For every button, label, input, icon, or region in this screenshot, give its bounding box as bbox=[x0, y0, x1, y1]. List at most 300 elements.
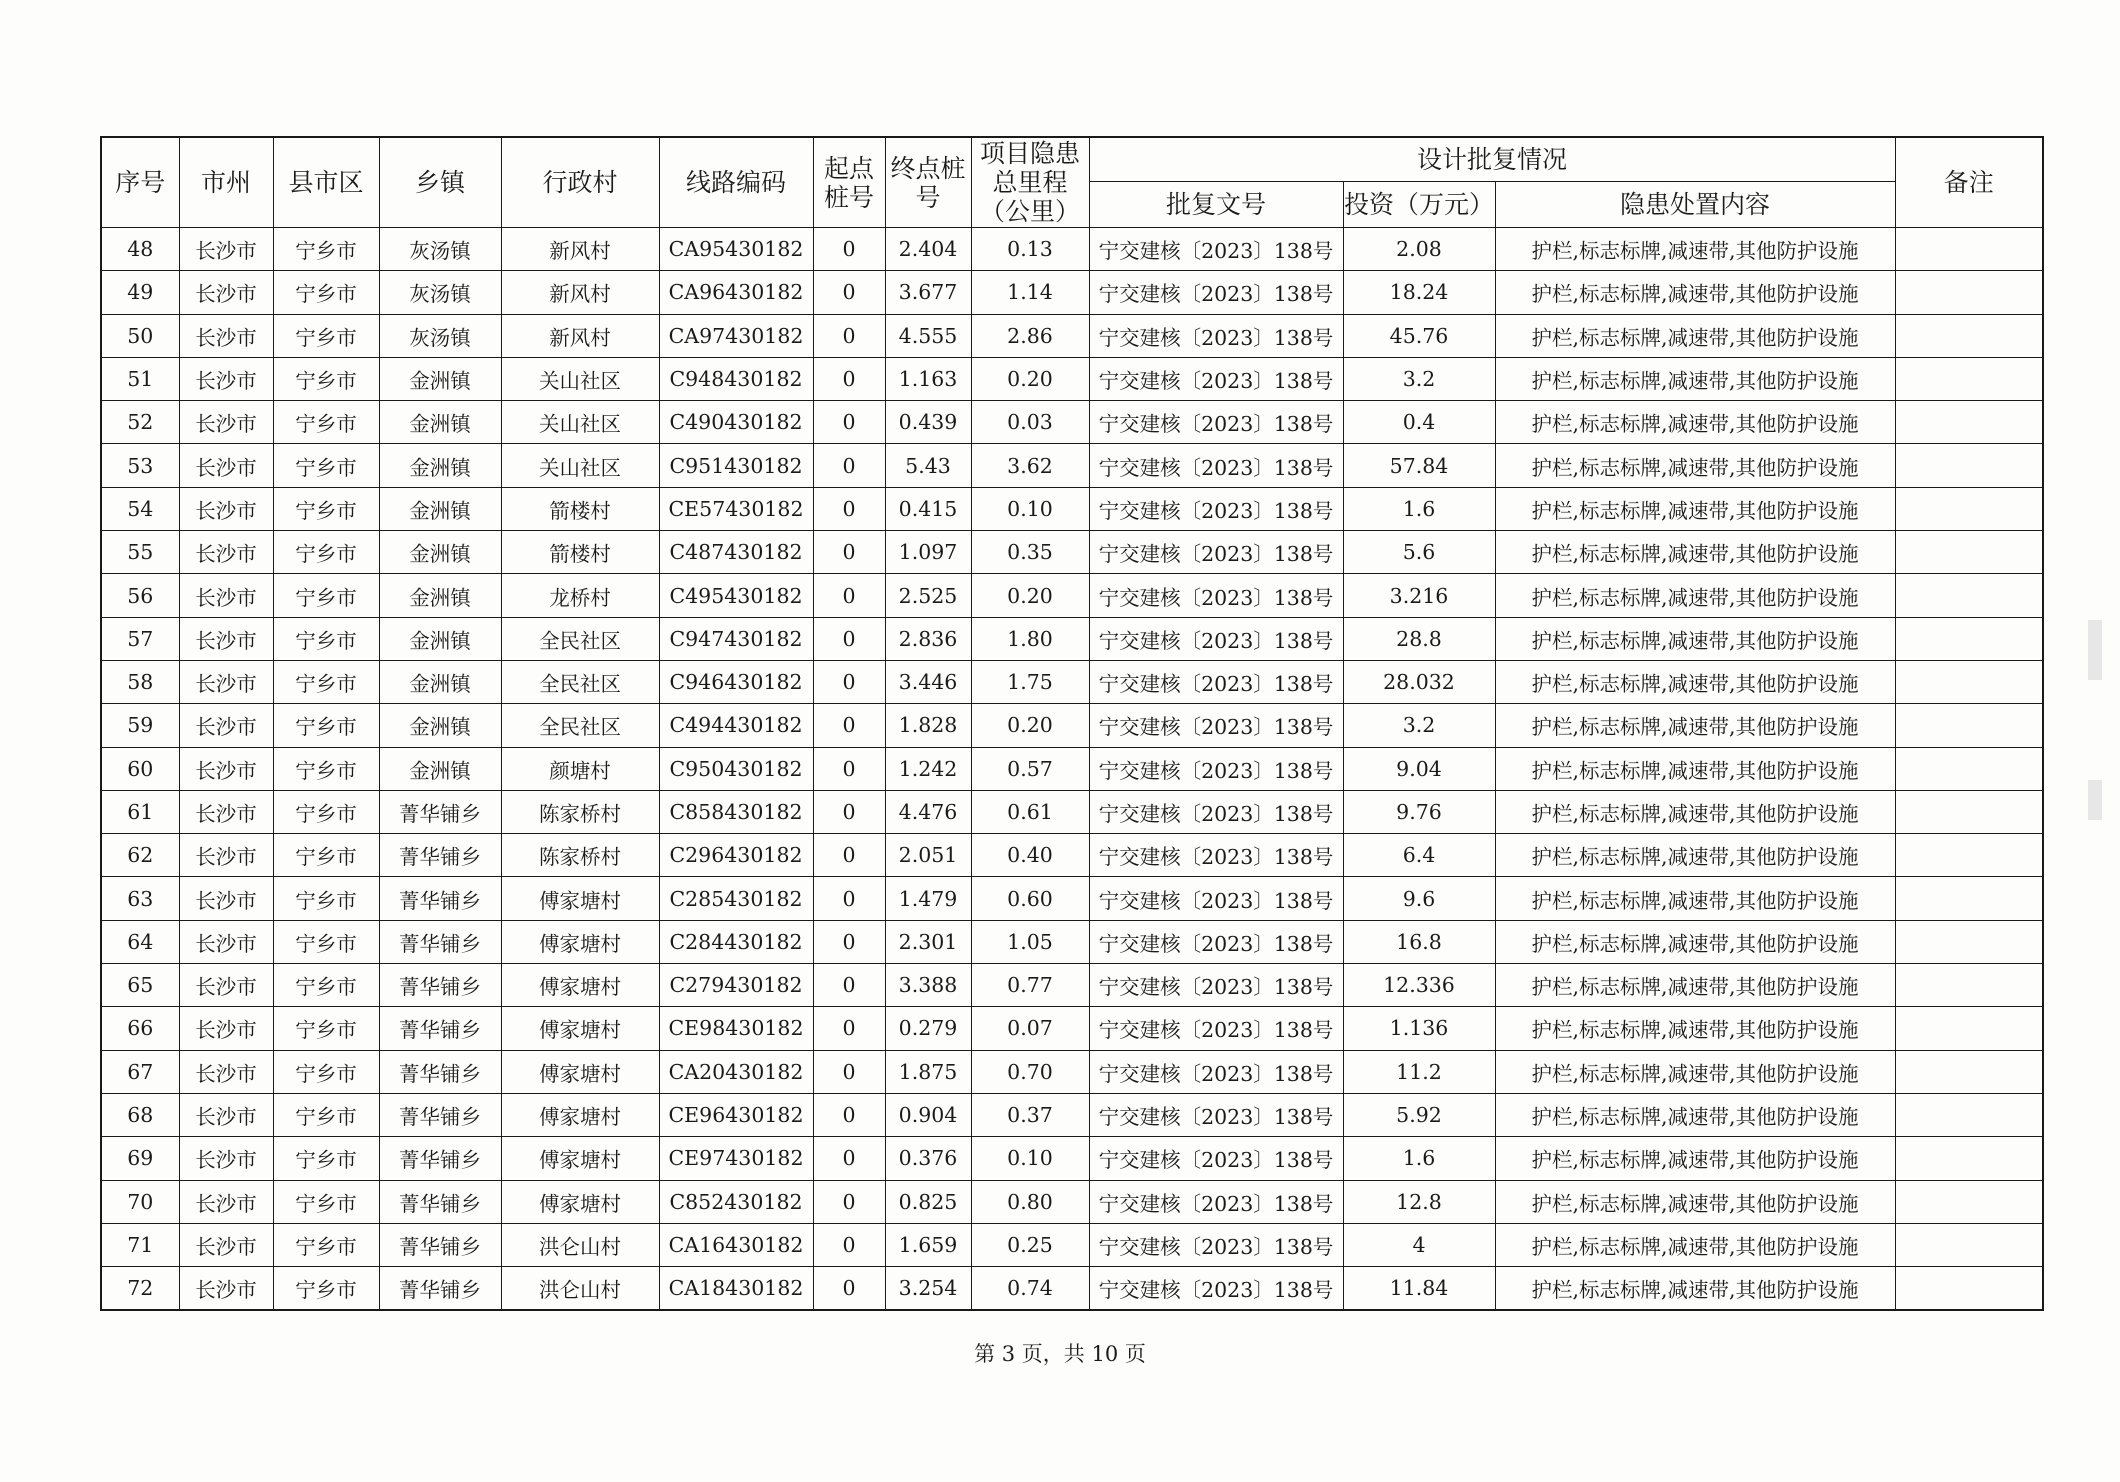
cell-approval-doc: 宁交建核〔2023〕138号 bbox=[1089, 1267, 1343, 1311]
page-number: 第 3 页，共 10 页 bbox=[974, 1342, 1146, 1366]
cell-start-pile: 0 bbox=[813, 228, 885, 271]
cell-county: 宁乡市 bbox=[273, 920, 379, 963]
cell-county: 宁乡市 bbox=[273, 834, 379, 877]
cell-start-pile: 0 bbox=[813, 877, 885, 920]
cell-county: 宁乡市 bbox=[273, 1007, 379, 1050]
cell-city: 长沙市 bbox=[179, 1180, 273, 1223]
cell-county: 宁乡市 bbox=[273, 1093, 379, 1136]
cell-town: 金洲镇 bbox=[379, 617, 501, 660]
cell-treatment: 护栏,标志标牌,减速带,其他防护设施 bbox=[1495, 574, 1895, 617]
cell-city: 长沙市 bbox=[179, 964, 273, 1007]
cell-county: 宁乡市 bbox=[273, 877, 379, 920]
cell-investment: 2.08 bbox=[1343, 228, 1495, 271]
cell-end-pile: 0.825 bbox=[885, 1180, 971, 1223]
cell-county: 宁乡市 bbox=[273, 1137, 379, 1180]
cell-investment: 9.6 bbox=[1343, 877, 1495, 920]
cell-mileage: 0.77 bbox=[971, 964, 1089, 1007]
cell-mileage: 0.60 bbox=[971, 877, 1089, 920]
cell-village: 全民社区 bbox=[501, 704, 659, 747]
cell-remark bbox=[1895, 444, 2043, 487]
cell-investment: 9.04 bbox=[1343, 747, 1495, 790]
cell-treatment: 护栏,标志标牌,减速带,其他防护设施 bbox=[1495, 444, 1895, 487]
cell-investment: 12.336 bbox=[1343, 964, 1495, 1007]
cell-town: 金洲镇 bbox=[379, 704, 501, 747]
cell-mileage: 0.35 bbox=[971, 531, 1089, 574]
cell-start-pile: 0 bbox=[813, 401, 885, 444]
table-row bbox=[101, 401, 2043, 444]
cell-remark bbox=[1895, 964, 2043, 1007]
cell-start-pile: 0 bbox=[813, 1267, 885, 1311]
cell-route-code: C284430182 bbox=[659, 920, 813, 963]
cell-end-pile: 4.555 bbox=[885, 314, 971, 357]
cell-end-pile: 2.301 bbox=[885, 920, 971, 963]
cell-no: 53 bbox=[101, 444, 179, 487]
table-row bbox=[101, 704, 2043, 747]
cell-start-pile: 0 bbox=[813, 531, 885, 574]
cell-investment: 12.8 bbox=[1343, 1180, 1495, 1223]
cell-town: 金洲镇 bbox=[379, 357, 501, 400]
cell-start-pile: 0 bbox=[813, 1180, 885, 1223]
cell-approval-doc: 宁交建核〔2023〕138号 bbox=[1089, 747, 1343, 790]
cell-town: 金洲镇 bbox=[379, 444, 501, 487]
cell-county: 宁乡市 bbox=[273, 444, 379, 487]
cell-city: 长沙市 bbox=[179, 531, 273, 574]
cell-city: 长沙市 bbox=[179, 1137, 273, 1180]
cell-investment: 3.216 bbox=[1343, 574, 1495, 617]
cell-county: 宁乡市 bbox=[273, 228, 379, 271]
cell-end-pile: 0.376 bbox=[885, 1137, 971, 1180]
cell-route-code: C950430182 bbox=[659, 747, 813, 790]
cell-town: 灰汤镇 bbox=[379, 228, 501, 271]
cell-county: 宁乡市 bbox=[273, 1267, 379, 1311]
header-treatment: 隐患处置内容 bbox=[1495, 182, 1895, 228]
cell-no: 48 bbox=[101, 228, 179, 271]
cell-remark bbox=[1895, 1050, 2043, 1093]
cell-city: 长沙市 bbox=[179, 228, 273, 271]
table-row bbox=[101, 487, 2043, 530]
cell-start-pile: 0 bbox=[813, 1223, 885, 1266]
cell-no: 67 bbox=[101, 1050, 179, 1093]
cell-approval-doc: 宁交建核〔2023〕138号 bbox=[1089, 877, 1343, 920]
cell-village: 全民社区 bbox=[501, 660, 659, 703]
cell-route-code: CE96430182 bbox=[659, 1093, 813, 1136]
table-row bbox=[101, 271, 2043, 314]
cell-approval-doc: 宁交建核〔2023〕138号 bbox=[1089, 964, 1343, 1007]
table-row bbox=[101, 1223, 2043, 1266]
cell-county: 宁乡市 bbox=[273, 747, 379, 790]
table-row bbox=[101, 1050, 2043, 1093]
cell-town: 菁华铺乡 bbox=[379, 1267, 501, 1311]
cell-investment: 11.2 bbox=[1343, 1050, 1495, 1093]
cell-town: 菁华铺乡 bbox=[379, 1180, 501, 1223]
cell-investment: 45.76 bbox=[1343, 314, 1495, 357]
cell-city: 长沙市 bbox=[179, 1050, 273, 1093]
cell-route-code: CE97430182 bbox=[659, 1137, 813, 1180]
cell-mileage: 1.80 bbox=[971, 617, 1089, 660]
cell-mileage: 0.03 bbox=[971, 401, 1089, 444]
cell-mileage: 1.14 bbox=[971, 271, 1089, 314]
cell-city: 长沙市 bbox=[179, 357, 273, 400]
cell-no: 68 bbox=[101, 1093, 179, 1136]
cell-approval-doc: 宁交建核〔2023〕138号 bbox=[1089, 617, 1343, 660]
cell-start-pile: 0 bbox=[813, 1137, 885, 1180]
cell-city: 长沙市 bbox=[179, 487, 273, 530]
cell-village: 新风村 bbox=[501, 228, 659, 271]
cell-end-pile: 3.677 bbox=[885, 271, 971, 314]
cell-start-pile: 0 bbox=[813, 920, 885, 963]
cell-mileage: 0.57 bbox=[971, 747, 1089, 790]
cell-approval-doc: 宁交建核〔2023〕138号 bbox=[1089, 1180, 1343, 1223]
cell-route-code: CE98430182 bbox=[659, 1007, 813, 1050]
table-row bbox=[101, 531, 2043, 574]
table-row bbox=[101, 790, 2043, 833]
cell-approval-doc: 宁交建核〔2023〕138号 bbox=[1089, 920, 1343, 963]
cell-no: 52 bbox=[101, 401, 179, 444]
cell-village: 傅家塘村 bbox=[501, 920, 659, 963]
cell-city: 长沙市 bbox=[179, 1223, 273, 1266]
table-row bbox=[101, 1180, 2043, 1223]
cell-city: 长沙市 bbox=[179, 444, 273, 487]
cell-start-pile: 0 bbox=[813, 617, 885, 660]
header-remark: 备注 bbox=[1895, 137, 2043, 228]
cell-no: 72 bbox=[101, 1267, 179, 1311]
cell-mileage: 0.10 bbox=[971, 1137, 1089, 1180]
cell-mileage: 0.07 bbox=[971, 1007, 1089, 1050]
cell-city: 长沙市 bbox=[179, 1267, 273, 1311]
cell-treatment: 护栏,标志标牌,减速带,其他防护设施 bbox=[1495, 877, 1895, 920]
cell-investment: 18.24 bbox=[1343, 271, 1495, 314]
cell-mileage: 0.40 bbox=[971, 834, 1089, 877]
cell-investment: 1.6 bbox=[1343, 1137, 1495, 1180]
cell-mileage: 2.86 bbox=[971, 314, 1089, 357]
cell-town: 菁华铺乡 bbox=[379, 1223, 501, 1266]
cell-end-pile: 0.904 bbox=[885, 1093, 971, 1136]
cell-remark bbox=[1895, 1137, 2043, 1180]
cell-mileage: 0.20 bbox=[971, 574, 1089, 617]
cell-mileage: 0.13 bbox=[971, 228, 1089, 271]
cell-start-pile: 0 bbox=[813, 1093, 885, 1136]
cell-remark bbox=[1895, 747, 2043, 790]
cell-village: 颜塘村 bbox=[501, 747, 659, 790]
cell-city: 长沙市 bbox=[179, 401, 273, 444]
cell-county: 宁乡市 bbox=[273, 487, 379, 530]
cell-route-code: C858430182 bbox=[659, 790, 813, 833]
cell-end-pile: 4.476 bbox=[885, 790, 971, 833]
cell-remark bbox=[1895, 920, 2043, 963]
cell-county: 宁乡市 bbox=[273, 617, 379, 660]
cell-remark bbox=[1895, 487, 2043, 530]
cell-village: 陈家桥村 bbox=[501, 790, 659, 833]
cell-city: 长沙市 bbox=[179, 314, 273, 357]
cell-treatment: 护栏,标志标牌,减速带,其他防护设施 bbox=[1495, 1223, 1895, 1266]
cell-no: 63 bbox=[101, 877, 179, 920]
cell-investment: 3.2 bbox=[1343, 357, 1495, 400]
cell-village: 陈家桥村 bbox=[501, 834, 659, 877]
cell-town: 金洲镇 bbox=[379, 574, 501, 617]
cell-village: 傅家塘村 bbox=[501, 1137, 659, 1180]
cell-end-pile: 2.836 bbox=[885, 617, 971, 660]
cell-route-code: C490430182 bbox=[659, 401, 813, 444]
cell-town: 菁华铺乡 bbox=[379, 964, 501, 1007]
cell-end-pile: 1.828 bbox=[885, 704, 971, 747]
cell-remark bbox=[1895, 1267, 2043, 1311]
cell-treatment: 护栏,标志标牌,减速带,其他防护设施 bbox=[1495, 228, 1895, 271]
cell-treatment: 护栏,标志标牌,减速带,其他防护设施 bbox=[1495, 1007, 1895, 1050]
cell-start-pile: 0 bbox=[813, 660, 885, 703]
cell-treatment: 护栏,标志标牌,减速带,其他防护设施 bbox=[1495, 920, 1895, 963]
cell-no: 69 bbox=[101, 1137, 179, 1180]
table-row bbox=[101, 228, 2043, 271]
cell-end-pile: 3.446 bbox=[885, 660, 971, 703]
table-row bbox=[101, 660, 2043, 703]
header-town: 乡镇 bbox=[379, 137, 501, 228]
table-row bbox=[101, 444, 2043, 487]
cell-approval-doc: 宁交建核〔2023〕138号 bbox=[1089, 1093, 1343, 1136]
cell-county: 宁乡市 bbox=[273, 314, 379, 357]
cell-remark bbox=[1895, 1093, 2043, 1136]
cell-mileage: 1.05 bbox=[971, 920, 1089, 963]
cell-city: 长沙市 bbox=[179, 790, 273, 833]
cell-start-pile: 0 bbox=[813, 314, 885, 357]
cell-no: 62 bbox=[101, 834, 179, 877]
cell-end-pile: 1.097 bbox=[885, 531, 971, 574]
cell-route-code: CA18430182 bbox=[659, 1267, 813, 1311]
cell-town: 菁华铺乡 bbox=[379, 1007, 501, 1050]
cell-mileage: 3.62 bbox=[971, 444, 1089, 487]
cell-city: 长沙市 bbox=[179, 271, 273, 314]
cell-investment: 28.032 bbox=[1343, 660, 1495, 703]
cell-remark bbox=[1895, 660, 2043, 703]
cell-remark bbox=[1895, 271, 2043, 314]
cell-start-pile: 0 bbox=[813, 271, 885, 314]
header-end-pile: 终点桩号 bbox=[885, 137, 971, 228]
cell-route-code: C495430182 bbox=[659, 574, 813, 617]
cell-village: 傅家塘村 bbox=[501, 964, 659, 1007]
cell-end-pile: 5.43 bbox=[885, 444, 971, 487]
cell-treatment: 护栏,标志标牌,减速带,其他防护设施 bbox=[1495, 617, 1895, 660]
cell-mileage: 0.74 bbox=[971, 1267, 1089, 1311]
cell-treatment: 护栏,标志标牌,减速带,其他防护设施 bbox=[1495, 1267, 1895, 1311]
cell-town: 菁华铺乡 bbox=[379, 1137, 501, 1180]
cell-county: 宁乡市 bbox=[273, 660, 379, 703]
cell-town: 金洲镇 bbox=[379, 747, 501, 790]
cell-county: 宁乡市 bbox=[273, 790, 379, 833]
cell-route-code: CA16430182 bbox=[659, 1223, 813, 1266]
cell-investment: 5.92 bbox=[1343, 1093, 1495, 1136]
cell-route-code: C946430182 bbox=[659, 660, 813, 703]
cell-treatment: 护栏,标志标牌,减速带,其他防护设施 bbox=[1495, 704, 1895, 747]
cell-approval-doc: 宁交建核〔2023〕138号 bbox=[1089, 574, 1343, 617]
cell-treatment: 护栏,标志标牌,减速带,其他防护设施 bbox=[1495, 1180, 1895, 1223]
cell-route-code: CA97430182 bbox=[659, 314, 813, 357]
cell-route-code: C487430182 bbox=[659, 531, 813, 574]
cell-town: 菁华铺乡 bbox=[379, 1050, 501, 1093]
cell-mileage: 0.61 bbox=[971, 790, 1089, 833]
table-row bbox=[101, 747, 2043, 790]
cell-city: 长沙市 bbox=[179, 747, 273, 790]
cell-investment: 6.4 bbox=[1343, 834, 1495, 877]
cell-remark bbox=[1895, 617, 2043, 660]
cell-end-pile: 0.279 bbox=[885, 1007, 971, 1050]
cell-approval-doc: 宁交建核〔2023〕138号 bbox=[1089, 314, 1343, 357]
cell-start-pile: 0 bbox=[813, 487, 885, 530]
cell-no: 56 bbox=[101, 574, 179, 617]
cell-start-pile: 0 bbox=[813, 1007, 885, 1050]
cell-end-pile: 2.051 bbox=[885, 834, 971, 877]
cell-approval-doc: 宁交建核〔2023〕138号 bbox=[1089, 790, 1343, 833]
header-city: 市州 bbox=[179, 137, 273, 228]
cell-no: 64 bbox=[101, 920, 179, 963]
cell-no: 70 bbox=[101, 1180, 179, 1223]
cell-investment: 5.6 bbox=[1343, 531, 1495, 574]
cell-county: 宁乡市 bbox=[273, 1180, 379, 1223]
cell-approval-doc: 宁交建核〔2023〕138号 bbox=[1089, 487, 1343, 530]
table-row bbox=[101, 964, 2043, 1007]
cell-treatment: 护栏,标志标牌,减速带,其他防护设施 bbox=[1495, 357, 1895, 400]
cell-village: 傅家塘村 bbox=[501, 1180, 659, 1223]
table-header bbox=[101, 137, 2043, 228]
cell-county: 宁乡市 bbox=[273, 964, 379, 1007]
header-village: 行政村 bbox=[501, 137, 659, 228]
cell-investment: 57.84 bbox=[1343, 444, 1495, 487]
cell-treatment: 护栏,标志标牌,减速带,其他防护设施 bbox=[1495, 314, 1895, 357]
cell-remark bbox=[1895, 574, 2043, 617]
cell-town: 灰汤镇 bbox=[379, 314, 501, 357]
cell-mileage: 0.70 bbox=[971, 1050, 1089, 1093]
cell-start-pile: 0 bbox=[813, 790, 885, 833]
cell-town: 金洲镇 bbox=[379, 401, 501, 444]
header-approval-doc: 批复文号 bbox=[1089, 182, 1343, 228]
cell-village: 洪仑山村 bbox=[501, 1267, 659, 1311]
header-investment: 投资（万元） bbox=[1343, 182, 1495, 228]
table-row bbox=[101, 1267, 2043, 1311]
cell-village: 新风村 bbox=[501, 314, 659, 357]
header-start-pile: 起点桩号 bbox=[813, 137, 885, 228]
cell-village: 箭楼村 bbox=[501, 531, 659, 574]
cell-start-pile: 0 bbox=[813, 834, 885, 877]
cell-end-pile: 3.388 bbox=[885, 964, 971, 1007]
cell-village: 龙桥村 bbox=[501, 574, 659, 617]
cell-town: 菁华铺乡 bbox=[379, 1093, 501, 1136]
cell-village: 关山社区 bbox=[501, 401, 659, 444]
cell-county: 宁乡市 bbox=[273, 1050, 379, 1093]
cell-mileage: 0.37 bbox=[971, 1093, 1089, 1136]
cell-remark bbox=[1895, 401, 2043, 444]
cell-treatment: 护栏,标志标牌,减速带,其他防护设施 bbox=[1495, 1137, 1895, 1180]
cell-village: 关山社区 bbox=[501, 357, 659, 400]
cell-no: 49 bbox=[101, 271, 179, 314]
cell-remark bbox=[1895, 1223, 2043, 1266]
cell-village: 傅家塘村 bbox=[501, 1007, 659, 1050]
cell-mileage: 1.75 bbox=[971, 660, 1089, 703]
cell-no: 55 bbox=[101, 531, 179, 574]
cell-mileage: 0.10 bbox=[971, 487, 1089, 530]
table-body bbox=[101, 228, 2043, 1311]
cell-town: 灰汤镇 bbox=[379, 271, 501, 314]
cell-approval-doc: 宁交建核〔2023〕138号 bbox=[1089, 444, 1343, 487]
cell-start-pile: 0 bbox=[813, 574, 885, 617]
cell-approval-doc: 宁交建核〔2023〕138号 bbox=[1089, 228, 1343, 271]
cell-village: 傅家塘村 bbox=[501, 877, 659, 920]
cell-route-code: C285430182 bbox=[659, 877, 813, 920]
cell-no: 51 bbox=[101, 357, 179, 400]
cell-county: 宁乡市 bbox=[273, 531, 379, 574]
cell-mileage: 0.80 bbox=[971, 1180, 1089, 1223]
cell-no: 61 bbox=[101, 790, 179, 833]
hazard-project-table bbox=[100, 136, 2044, 1311]
cell-mileage: 0.20 bbox=[971, 357, 1089, 400]
table-row bbox=[101, 574, 2043, 617]
cell-treatment: 护栏,标志标牌,减速带,其他防护设施 bbox=[1495, 964, 1895, 1007]
cell-remark bbox=[1895, 314, 2043, 357]
cell-mileage: 0.20 bbox=[971, 704, 1089, 747]
cell-approval-doc: 宁交建核〔2023〕138号 bbox=[1089, 271, 1343, 314]
cell-village: 箭楼村 bbox=[501, 487, 659, 530]
table-row bbox=[101, 357, 2043, 400]
cell-end-pile: 2.404 bbox=[885, 228, 971, 271]
cell-town: 金洲镇 bbox=[379, 531, 501, 574]
scan-edge-mark bbox=[2088, 620, 2102, 680]
cell-route-code: C296430182 bbox=[659, 834, 813, 877]
cell-route-code: C279430182 bbox=[659, 964, 813, 1007]
cell-city: 长沙市 bbox=[179, 704, 273, 747]
cell-treatment: 护栏,标志标牌,减速带,其他防护设施 bbox=[1495, 834, 1895, 877]
cell-village: 傅家塘村 bbox=[501, 1050, 659, 1093]
cell-county: 宁乡市 bbox=[273, 704, 379, 747]
cell-town: 金洲镇 bbox=[379, 660, 501, 703]
cell-approval-doc: 宁交建核〔2023〕138号 bbox=[1089, 531, 1343, 574]
cell-start-pile: 0 bbox=[813, 444, 885, 487]
cell-route-code: CA96430182 bbox=[659, 271, 813, 314]
cell-start-pile: 0 bbox=[813, 747, 885, 790]
cell-approval-doc: 宁交建核〔2023〕138号 bbox=[1089, 357, 1343, 400]
cell-approval-doc: 宁交建核〔2023〕138号 bbox=[1089, 1137, 1343, 1180]
table-row bbox=[101, 877, 2043, 920]
cell-town: 金洲镇 bbox=[379, 487, 501, 530]
cell-no: 58 bbox=[101, 660, 179, 703]
cell-route-code: C951430182 bbox=[659, 444, 813, 487]
cell-remark bbox=[1895, 790, 2043, 833]
cell-treatment: 护栏,标志标牌,减速带,其他防护设施 bbox=[1495, 1093, 1895, 1136]
cell-town: 菁华铺乡 bbox=[379, 877, 501, 920]
cell-investment: 16.8 bbox=[1343, 920, 1495, 963]
cell-approval-doc: 宁交建核〔2023〕138号 bbox=[1089, 660, 1343, 703]
table-row bbox=[101, 1007, 2043, 1050]
cell-approval-doc: 宁交建核〔2023〕138号 bbox=[1089, 1050, 1343, 1093]
cell-approval-doc: 宁交建核〔2023〕138号 bbox=[1089, 704, 1343, 747]
cell-end-pile: 1.242 bbox=[885, 747, 971, 790]
cell-city: 长沙市 bbox=[179, 834, 273, 877]
cell-investment: 9.76 bbox=[1343, 790, 1495, 833]
cell-town: 菁华铺乡 bbox=[379, 834, 501, 877]
cell-no: 66 bbox=[101, 1007, 179, 1050]
cell-end-pile: 0.415 bbox=[885, 487, 971, 530]
cell-no: 60 bbox=[101, 747, 179, 790]
cell-treatment: 护栏,标志标牌,减速带,其他防护设施 bbox=[1495, 531, 1895, 574]
cell-treatment: 护栏,标志标牌,减速带,其他防护设施 bbox=[1495, 271, 1895, 314]
cell-investment: 1.136 bbox=[1343, 1007, 1495, 1050]
cell-remark bbox=[1895, 704, 2043, 747]
cell-remark bbox=[1895, 1007, 2043, 1050]
cell-county: 宁乡市 bbox=[273, 357, 379, 400]
cell-county: 宁乡市 bbox=[273, 1223, 379, 1266]
cell-town: 菁华铺乡 bbox=[379, 920, 501, 963]
cell-investment: 11.84 bbox=[1343, 1267, 1495, 1311]
header-route-code: 线路编码 bbox=[659, 137, 813, 228]
cell-remark bbox=[1895, 834, 2043, 877]
cell-route-code: CE57430182 bbox=[659, 487, 813, 530]
cell-approval-doc: 宁交建核〔2023〕138号 bbox=[1089, 401, 1343, 444]
